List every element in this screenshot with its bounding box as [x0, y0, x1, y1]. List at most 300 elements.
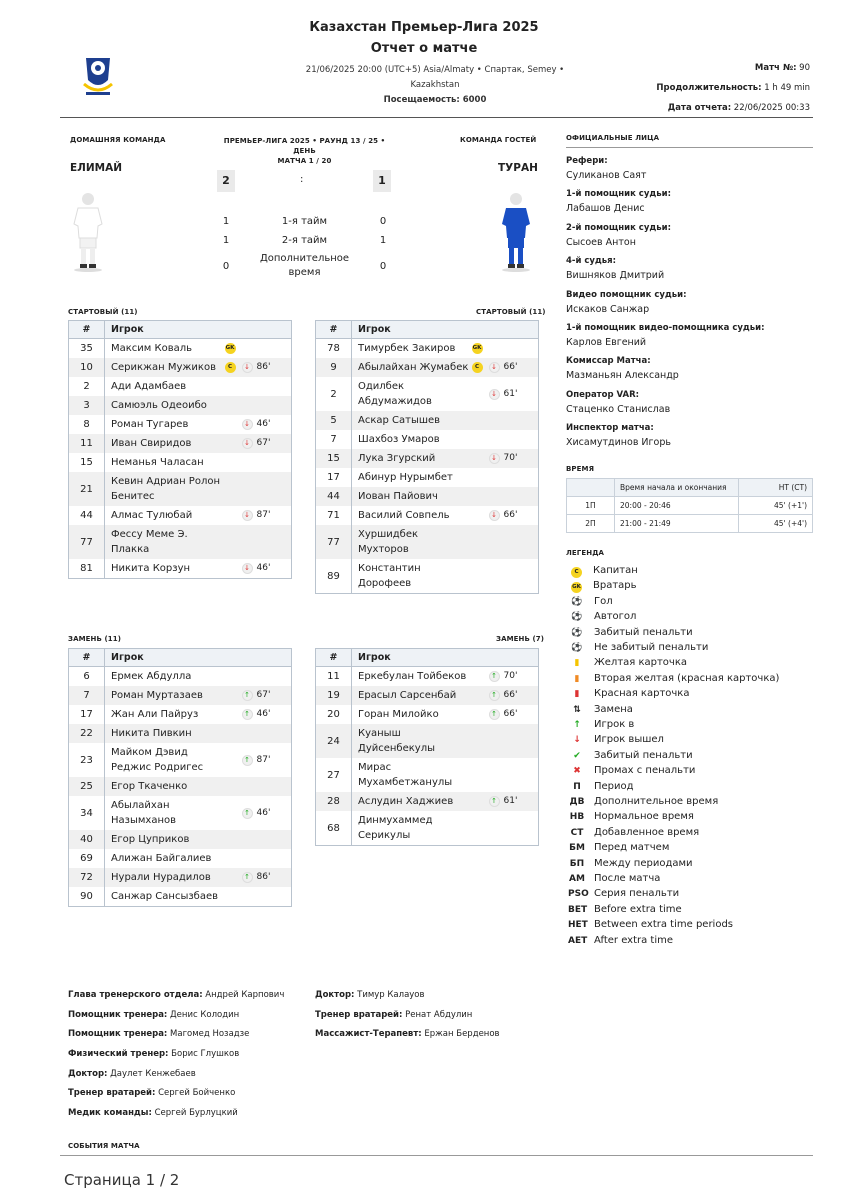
period-away: 0 — [379, 216, 387, 227]
staff-entry — [315, 1029, 555, 1049]
official-role: 1-й помощник судьи: — [566, 189, 671, 200]
times-header-ht: HT (CT) — [739, 479, 813, 497]
player-name: Ади Адамбаев — [111, 381, 187, 392]
official-entry — [566, 289, 813, 322]
legend-abbrev: ДВ — [569, 797, 585, 807]
player-out-icon: ↓ — [489, 510, 500, 521]
official-role: 1-й помощник видео-помощника судьи: — [566, 322, 765, 333]
legend-text: Добавленное время — [594, 826, 700, 838]
player-name: Егор Ткаченко — [105, 777, 225, 796]
player-in-icon: ↑ — [242, 872, 253, 883]
player-number: 6 — [69, 667, 105, 687]
player-row — [316, 358, 539, 377]
col-num-header: # — [316, 321, 352, 339]
player-number: 28 — [316, 792, 352, 811]
player-name: Одилбек Абдумажидов — [358, 381, 432, 407]
legend-item — [568, 917, 733, 932]
player-row — [69, 686, 292, 705]
col-player-header: Игрок — [352, 649, 539, 667]
home-label: ДОМАШНЯЯ КОМАНДА — [70, 136, 166, 144]
player-name: Нурали Нурадилов — [105, 868, 225, 887]
legend-item — [568, 779, 634, 794]
player-row — [316, 811, 539, 846]
page-number: Страница 1 / 2 — [64, 1171, 180, 1189]
player-out-icon: ↓ — [489, 453, 500, 464]
penalty-scored-icon: ⚽ — [571, 627, 583, 638]
official-entry — [566, 355, 813, 388]
player-number: 90 — [69, 887, 105, 907]
player-name: Василий Совпель — [358, 510, 450, 521]
events-divider — [60, 1155, 813, 1156]
player-row — [69, 453, 292, 472]
player-number: 19 — [316, 686, 352, 705]
player-row — [316, 468, 539, 487]
player-events — [472, 811, 539, 846]
legend-item — [568, 732, 664, 747]
event-wrap — [225, 561, 292, 576]
home-staff — [68, 990, 308, 1128]
official-entry — [566, 322, 813, 355]
player-number: 78 — [316, 339, 352, 359]
player-name: Санжар Сансызбаев — [111, 891, 219, 902]
report-date-label: Дата отчета: — [667, 103, 732, 113]
player-in-icon: ↑ — [242, 690, 253, 701]
player-name: Алмас Тулюбай — [111, 510, 193, 521]
staff-entry — [68, 1069, 308, 1089]
event-wrap — [472, 360, 539, 375]
home-kit-icon — [70, 190, 106, 274]
home-starting-table — [68, 320, 292, 579]
player-name: Никита Пивкин — [105, 724, 225, 743]
player-row — [69, 724, 292, 743]
legend-item — [568, 686, 689, 701]
times-range: 20:00 - 20:46 — [615, 497, 739, 515]
player-events — [472, 705, 539, 724]
event-wrap — [225, 707, 292, 722]
player-number: 15 — [316, 449, 352, 468]
official-role: Инспектор матча: — [566, 423, 654, 434]
official-entry — [566, 188, 813, 221]
round-info — [212, 136, 397, 166]
staff-role: Физический тренер: — [68, 1049, 169, 1060]
col-num-header: # — [69, 321, 105, 339]
legend-item — [568, 840, 669, 855]
period-label: 2-я тайм — [281, 235, 328, 246]
legend-abbrev: PSO — [568, 889, 589, 900]
legend-text: Промах с пенальти — [594, 765, 696, 777]
away-kit — [498, 190, 534, 277]
legend-text: Забитый пенальти — [594, 626, 693, 638]
legend-abbrev: П — [573, 781, 581, 792]
col-num-header: # — [69, 649, 105, 667]
legend-item — [568, 702, 633, 717]
player-row — [69, 472, 292, 506]
match-no: 90 — [799, 63, 810, 73]
player-row — [316, 667, 539, 687]
player-row — [69, 796, 292, 830]
period-row — [212, 231, 397, 250]
substitution-minute: 70' — [503, 453, 518, 463]
player-row — [69, 868, 292, 887]
officials-label: ОФИЦИАЛЬНЫЕ ЛИЦА — [566, 134, 660, 142]
away-kit-icon — [498, 190, 534, 274]
substitution-minute: 67' — [256, 438, 271, 448]
event-wrap — [472, 451, 539, 466]
player-events — [472, 487, 539, 506]
player-name: Шахбоз Умаров — [358, 434, 440, 445]
player-events — [225, 506, 292, 525]
official-entry — [566, 389, 813, 422]
substitution-icon: ⇅ — [573, 704, 581, 715]
substitution-minute: 87' — [256, 510, 271, 520]
report-date: 22/06/2025 00:33 — [733, 103, 810, 113]
legend-text: Автогол — [594, 611, 637, 623]
player-row — [69, 705, 292, 724]
official-entry — [566, 255, 813, 288]
substitution-minute: 66' — [503, 690, 518, 700]
legend-text: Серия пенальти — [594, 888, 680, 900]
staff-entry — [68, 1049, 308, 1069]
player-row — [316, 792, 539, 811]
roster-header-row — [69, 321, 292, 339]
goalkeeper-icon: GK — [472, 343, 483, 354]
player-events — [225, 849, 292, 868]
period-away: 1 — [379, 235, 387, 246]
captain-icon: C — [472, 362, 483, 373]
player-events — [472, 667, 539, 687]
event-wrap — [472, 688, 539, 703]
legend-item — [568, 902, 682, 917]
col-player-header: Игрок — [352, 321, 539, 339]
legend-item — [568, 809, 694, 824]
event-wrap — [225, 417, 292, 432]
legend-item — [568, 640, 708, 655]
player-number: 71 — [316, 506, 352, 525]
legend-item — [568, 563, 638, 578]
legend-abbrev: АМ — [569, 874, 585, 884]
home-kit — [70, 190, 106, 277]
player-in-icon: ↑ — [489, 690, 500, 701]
staff-entry — [68, 1010, 308, 1030]
officials-list — [566, 155, 813, 456]
player-row — [69, 887, 292, 907]
staff-name: Магомед Нозадзе — [170, 1029, 250, 1040]
staff-name: Сергей Бойченко — [158, 1088, 236, 1099]
legend-abbrev: AET — [568, 935, 588, 946]
staff-entry — [68, 1088, 308, 1108]
legend-abbrev: HET — [568, 920, 588, 931]
substitution-minute: 46' — [256, 419, 271, 429]
player-name: Ерасыл Сарсенбай — [352, 686, 472, 705]
time-label: ВРЕМЯ — [566, 465, 595, 473]
player-out-icon: ↓ — [489, 362, 500, 373]
col-player-header: Игрок — [105, 321, 292, 339]
player-events — [225, 525, 292, 559]
player-row — [316, 724, 539, 758]
player-events — [225, 777, 292, 796]
period-row — [212, 212, 397, 231]
player-number: 3 — [69, 396, 105, 415]
away-label: КОМАНДА ГОСТЕЙ — [460, 136, 537, 144]
substitution-minute: 86' — [256, 362, 271, 372]
player-row — [316, 411, 539, 430]
player-row — [316, 430, 539, 449]
player-events — [225, 453, 292, 472]
events-label: СОБЫТИЯ МАТЧА — [68, 1142, 140, 1150]
officials-divider — [566, 147, 813, 148]
legend-item — [568, 717, 634, 732]
legend-item — [568, 763, 695, 778]
substitution-minute: 46' — [256, 563, 271, 573]
date-venue-line2: Kazakhstan — [410, 80, 460, 90]
times-table — [566, 478, 813, 533]
legend-item — [568, 655, 687, 670]
staff-role: Массажист-Терапевт: — [315, 1029, 422, 1040]
away-team-name: ТУРАН — [498, 162, 538, 174]
event-wrap — [225, 508, 292, 523]
legend-item — [568, 594, 613, 609]
times-range: 21:00 - 21:49 — [615, 515, 739, 533]
official-name: Лабашов Денис — [566, 203, 645, 215]
player-number: 89 — [316, 559, 352, 594]
player-events — [225, 796, 292, 830]
player-events — [472, 686, 539, 705]
player-events — [225, 743, 292, 777]
player-row — [316, 758, 539, 792]
player-name: Абылайхан Жумабек — [352, 358, 472, 377]
player-row — [69, 339, 292, 359]
official-entry — [566, 222, 813, 255]
goal-icon: ⚽ — [571, 596, 583, 607]
player-events — [225, 830, 292, 849]
player-row — [69, 377, 292, 396]
player-events — [225, 434, 292, 453]
legend-item — [568, 933, 673, 948]
legend-text: Гол — [594, 595, 613, 607]
goalkeeper-icon: GK — [571, 582, 582, 593]
event-wrap — [225, 870, 292, 885]
official-name: Хисамутдинов Игорь — [566, 437, 671, 449]
player-events — [225, 396, 292, 415]
player-row — [316, 487, 539, 506]
player-number: 11 — [316, 667, 352, 687]
times-ht: 45' (+1') — [739, 497, 813, 515]
substitution-minute: 86' — [256, 872, 271, 882]
player-events — [225, 415, 292, 434]
round-line2: МАТЧА 1 / 20 — [277, 157, 332, 165]
staff-role: Медик команды: — [68, 1108, 152, 1119]
substitution-minute: 61' — [503, 796, 518, 806]
player-row — [69, 667, 292, 687]
official-name: Карлов Евгений — [566, 336, 647, 348]
player-name: Мирас Мухамбетжанулы — [358, 762, 453, 788]
period-home: 0 — [222, 260, 230, 272]
times-period: 2П — [567, 515, 615, 533]
player-number: 44 — [316, 487, 352, 506]
player-name: Аслудин Хаджиев — [352, 792, 472, 811]
player-events — [472, 758, 539, 792]
legend-text: Забитый пенальти — [594, 749, 693, 761]
match-no-label: Матч №: — [754, 63, 797, 73]
score-separator: : — [300, 174, 304, 185]
away-score: 1 — [373, 170, 391, 192]
player-name: Константин Дорофеев — [358, 563, 421, 589]
date-venue-line1: 21/06/2025 20:00 (UTC+5) Asia/Almaty • Спартак, Semey • — [305, 65, 565, 75]
official-name: Стаценко Станислав — [566, 403, 671, 415]
period-row — [212, 250, 397, 282]
player-name: Лука Згурский — [352, 449, 472, 468]
player-number: 34 — [69, 796, 105, 830]
substitution-minute: 46' — [256, 807, 271, 818]
legend-text: Дополнительное время — [594, 796, 719, 807]
player-events — [225, 887, 292, 907]
official-name: Мазманьян Александр — [566, 370, 679, 382]
official-name: Суликанов Саят — [566, 170, 647, 181]
player-number: 23 — [69, 743, 105, 777]
player-number: 10 — [69, 358, 105, 377]
player-name: Егор Цуприков — [105, 830, 225, 849]
legend-text: Капитан — [593, 565, 638, 576]
event-wrap — [225, 688, 292, 703]
player-number: 44 — [69, 506, 105, 525]
staff-role: Доктор: — [315, 990, 355, 1000]
player-number: 5 — [316, 411, 352, 430]
staff-name: Тимур Калауов — [357, 990, 425, 1000]
second-yellow-icon: ▮ — [574, 673, 580, 684]
player-row — [69, 525, 292, 559]
legend-item — [568, 578, 637, 593]
staff-role: Помощник тренера: — [68, 1009, 168, 1020]
legend-label: ЛЕГЕНДА — [566, 549, 605, 557]
legend-item — [568, 886, 679, 901]
official-role: Оператор VAR: — [566, 389, 640, 400]
substitution-minute: 46' — [256, 709, 271, 719]
event-wrap — [472, 707, 539, 722]
legend-item — [568, 609, 636, 624]
player-events — [472, 377, 539, 411]
official-name: Сысоев Антон — [566, 236, 636, 248]
player-in-icon: ↑ — [242, 808, 253, 819]
player-number: 77 — [69, 525, 105, 559]
player-in-icon: ↑ — [489, 671, 500, 682]
col-num-header: # — [316, 649, 352, 667]
attendance: Посещаемость: 6000 — [383, 95, 487, 105]
player-out-icon: ↓ — [242, 419, 253, 430]
legend-item — [568, 856, 693, 871]
legend-text: Не забитый пенальти — [594, 642, 709, 653]
staff-entry — [315, 990, 555, 1010]
substitution-minute: 61' — [503, 388, 518, 399]
substitution-minute: 66' — [503, 709, 518, 719]
home-subs-label: ЗАМЕНЬ (11) — [68, 635, 122, 643]
event-wrap — [225, 436, 292, 451]
player-events — [472, 724, 539, 758]
player-number: 21 — [69, 472, 105, 506]
staff-entry — [68, 1108, 308, 1128]
away-staff — [315, 990, 555, 1049]
player-number: 24 — [316, 724, 352, 758]
col-player-header: Игрок — [105, 649, 292, 667]
official-role: Комиссар Матча: — [566, 356, 651, 367]
player-name: Иван Свиридов — [105, 434, 225, 453]
player-name: Серикжан Мужиков — [105, 358, 225, 377]
player-events — [472, 525, 539, 559]
player-events — [472, 358, 539, 377]
event-wrap — [225, 360, 292, 375]
legend-text: Красная карточка — [594, 688, 690, 700]
player-name: Самюэль Одеоибо — [105, 396, 225, 415]
player-name: Ермек Абдулла — [111, 671, 192, 682]
league-logo — [80, 54, 116, 98]
substitution-minute: 66' — [503, 362, 518, 372]
legend-item — [568, 825, 699, 840]
legend-text: After extra time — [594, 934, 674, 946]
player-name: Куаныш Дуйсенбекулы — [352, 724, 472, 758]
legend-abbrev: НВ — [569, 812, 585, 823]
event-wrap — [472, 508, 539, 523]
staff-name: Даулет Кенжебаев — [110, 1068, 196, 1079]
event-wrap — [225, 806, 292, 821]
player-row — [316, 506, 539, 525]
player-number: 69 — [69, 849, 105, 868]
staff-name: Ержан Берденов — [424, 1029, 500, 1040]
roster-header-row — [316, 649, 539, 667]
period-label: 1-я тайм — [281, 216, 328, 227]
times-period: 1П — [567, 497, 615, 515]
staff-role: Помощник тренера: — [68, 1029, 168, 1040]
player-out-icon: ↓ — [242, 362, 253, 373]
player-number: 77 — [316, 525, 352, 559]
player-events — [472, 468, 539, 487]
player-row — [69, 506, 292, 525]
player-row — [69, 358, 292, 377]
official-role: Видео помощник судьи: — [566, 289, 687, 300]
player-row — [316, 705, 539, 724]
player-number: 11 — [69, 434, 105, 453]
away-subs-table — [315, 648, 539, 846]
event-wrap — [225, 343, 292, 354]
player-row — [316, 559, 539, 594]
player-name: Кевин Адриан Ролон Бенитес — [105, 472, 225, 506]
staff-entry — [68, 990, 308, 1010]
legend-text: Игрок в — [594, 719, 635, 730]
player-events — [225, 667, 292, 687]
player-out-icon: ↓ — [489, 389, 500, 400]
legend-abbrev: BET — [568, 904, 588, 915]
shootout-scored-icon: ✔ — [573, 750, 581, 761]
period-away: 0 — [379, 260, 387, 272]
player-number: 35 — [69, 339, 105, 359]
staff-name: Сергей Бурлуцкий — [154, 1108, 238, 1119]
player-row — [69, 830, 292, 849]
period-label: Дополнительное время — [259, 253, 350, 278]
player-events — [225, 559, 292, 579]
player-name: Роман Тугарев — [111, 419, 189, 430]
player-number: 2 — [69, 377, 105, 396]
player-row — [316, 525, 539, 559]
legend-text: Between extra time periods — [594, 919, 734, 931]
player-events — [472, 411, 539, 430]
match-info — [290, 63, 580, 108]
player-row — [69, 559, 292, 579]
player-in-icon: ↑ — [489, 709, 500, 720]
staff-role: Тренер вратарей: — [315, 1009, 403, 1020]
player-number: 7 — [69, 686, 105, 705]
legend-abbrev: БМ — [569, 843, 585, 854]
staff-role: Доктор: — [68, 1068, 108, 1079]
player-name: Жан Али Пайруз — [111, 709, 199, 720]
player-name: Тимурбек Закиров — [358, 343, 456, 354]
